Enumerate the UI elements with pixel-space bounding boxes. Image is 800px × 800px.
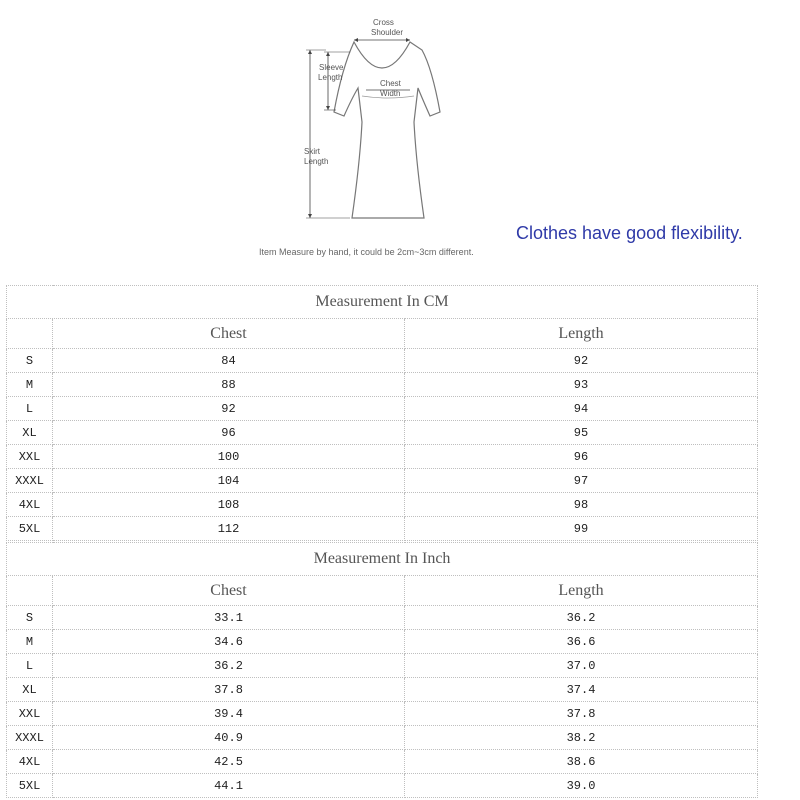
cm-chest-cell: 100 [53,445,405,469]
cm-length-cell: 92 [405,349,758,373]
table-row [7,349,758,373]
table-row [7,774,758,798]
inch-length-cell: 36.2 [405,606,758,630]
cm-size-header [7,319,53,349]
table-row [7,373,758,397]
inch-length-cell: 36.6 [405,630,758,654]
inch-chest-header: Chest [53,576,405,606]
cm-chest-cell: 84 [53,349,405,373]
inch-chest-cell: 34.6 [53,630,405,654]
cm-chest-cell: 96 [53,421,405,445]
table-row [7,421,758,445]
table-row [7,750,758,774]
chest-width-label-1: Chest [380,79,401,88]
measurement-caption: Item Measure by hand, it could be 2cm~3cm different. [259,247,474,257]
cm-length-cell: 94 [405,397,758,421]
inch-size-cell: L [7,654,53,678]
inch-chest-cell: 40.9 [53,726,405,750]
skirt-length-label-1: Skirt [304,147,320,156]
table-row [7,702,758,726]
inch-chest-cell: 33.1 [53,606,405,630]
inch-length-cell: 38.6 [405,750,758,774]
table-row [7,445,758,469]
dress-measurement-diagram [290,12,460,227]
cm-chest-cell: 88 [53,373,405,397]
inch-length-cell: 37.8 [405,702,758,726]
table-row [7,517,758,541]
inch-size-cell: 5XL [7,774,53,798]
cm-size-cell: L [7,397,53,421]
inch-size-cell: S [7,606,53,630]
inch-length-cell: 39.0 [405,774,758,798]
inch-chest-cell: 39.4 [53,702,405,726]
inch-size-cell: M [7,630,53,654]
cm-chest-cell: 108 [53,493,405,517]
chest-width-label-2: Width [380,89,401,98]
table-row [7,469,758,493]
inch-chest-cell: 36.2 [53,654,405,678]
inch-size-cell: XL [7,678,53,702]
table-row [7,678,758,702]
cm-length-cell: 93 [405,373,758,397]
inch-length-cell: 37.4 [405,678,758,702]
inch-size-cell: XXL [7,702,53,726]
cm-length-cell: 96 [405,445,758,469]
cm-size-cell: M [7,373,53,397]
cm-table-title: Measurement In CM [7,286,758,319]
inch-length-cell: 38.2 [405,726,758,750]
sleeve-length-label-1: Sleeve [319,63,344,72]
inch-size-cell: 4XL [7,750,53,774]
table-row [7,630,758,654]
table-row [7,493,758,517]
cm-size-cell: XL [7,421,53,445]
skirt-length-label-2: Length [304,157,329,166]
table-row [7,654,758,678]
inch-size-table [6,542,758,798]
cm-size-cell: XXXL [7,469,53,493]
cm-length-cell: 97 [405,469,758,493]
cm-length-header: Length [405,319,758,349]
table-row [7,397,758,421]
cm-length-cell: 99 [405,517,758,541]
inch-table-title: Measurement In Inch [7,543,758,576]
inch-size-cell: XXXL [7,726,53,750]
dress-outline [290,12,460,227]
cross-shoulder-label-2: Shoulder [371,28,404,37]
cm-chest-header: Chest [53,319,405,349]
table-row [7,726,758,750]
inch-chest-cell: 44.1 [53,774,405,798]
cm-chest-cell: 112 [53,517,405,541]
cm-size-cell: 5XL [7,517,53,541]
table-row [7,606,758,630]
cm-length-cell: 98 [405,493,758,517]
cm-size-cell: XXL [7,445,53,469]
cross-shoulder-label-1: Cross [373,18,394,27]
cm-table-body [7,286,758,541]
cm-chest-cell: 92 [53,397,405,421]
sleeve-length-label-2: Length [318,73,343,82]
cm-chest-cell: 104 [53,469,405,493]
cm-size-table [6,285,758,541]
inch-length-header: Length [405,576,758,606]
flexibility-note: Clothes have good flexibility. [516,223,743,243]
inch-table-body [7,543,758,798]
inch-chest-cell: 37.8 [53,678,405,702]
cm-size-cell: S [7,349,53,373]
inch-size-header [7,576,53,606]
cm-length-cell: 95 [405,421,758,445]
inch-length-cell: 37.0 [405,654,758,678]
inch-chest-cell: 42.5 [53,750,405,774]
cm-size-cell: 4XL [7,493,53,517]
